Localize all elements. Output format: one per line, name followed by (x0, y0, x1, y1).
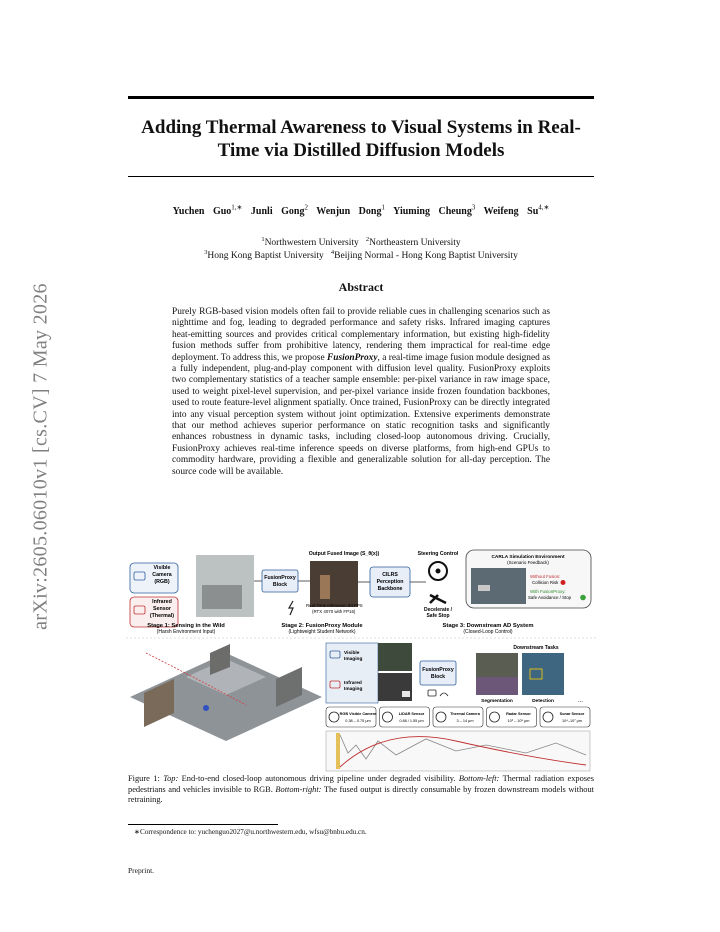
visible-camera-label-3: (RGB) (154, 579, 170, 585)
segmentation-label: Segmentation (481, 699, 513, 704)
author-affiliation-mark: 3 (471, 204, 476, 212)
carla-car (478, 585, 490, 591)
sensor-name: LiDAR Sensor (398, 712, 425, 716)
segmentation-mask (476, 677, 518, 695)
collision-risk-label: Collision Risk (532, 580, 559, 585)
fusionproxy-top-label-2: Block (272, 582, 288, 588)
more-tasks-ellipsis: ... (578, 698, 584, 704)
infrared-imaging-label-2: Imaging (344, 687, 363, 692)
caption-panel-label: Bottom-right: (275, 784, 322, 794)
abstract-part-2: , a real-time image fusion module designed as a fully independent, plug-and-play component with diffusion level quality. FusionProxy exploits two complementary statistics of a teacher sample ensemble: per-pixel variance in raw image space, used to weight pixel-level supervision, and per-pixel variance inside frozen foundation backbones, used to route feature-level alignment spatially. Once trained, FusionProxy can be directly integrated into any visual perception system without joint optimization. Extensive experiments demonstrate that our method achieves superior performance on static recognition tasks and significantly enhances robustness in dynamic tasks, including closed-loop autonomous driving. Crucially, FusionProxy achieves real-time inference speeds on diverse platforms, from high-end GPUs to commodity hardware, providing a flexible and generalizable solution for all-day perception. The source code will be available. (172, 352, 551, 477)
wave-icon-small (440, 693, 448, 696)
carla-title: CARLA Simulation Environment (491, 555, 565, 560)
safe-check-icon (580, 595, 586, 601)
author-name: Weifeng Su (483, 206, 539, 218)
stage-1-title: Stage 1: Sensing in the Wild (147, 623, 225, 629)
abstract-part-1: Purely RGB-based vision models often fail to provide reliable cues in challenging scenarios such as nighttime and fog, leading to degraded performance and safety risks. Infrared imaging captures heat-emitting sources and provides critical complementary information, but existing high-fidelity fusion methods suffer from prohibitive latency, rendering them impractical for real-time edge deployment. To address this, we propose (172, 307, 550, 363)
sensor-range: 10⁴–10⁷ μm (562, 719, 582, 723)
downstream-tasks-title: Downstream Tasks (513, 645, 559, 651)
stage-2-title: Stage 2: FusionProxy Module (281, 623, 363, 629)
sensor-card (380, 707, 430, 727)
affiliations-line-2 (128, 249, 594, 261)
fusionproxy-bottom-label-2: Block (430, 674, 446, 680)
figure-1 (126, 545, 596, 773)
sensor-row (326, 707, 590, 727)
caption-panel-label: Bottom-left: (458, 774, 500, 783)
infrared-imaging-label-1: Infrared (344, 681, 362, 686)
stage-3-title: Stage 3: Downstream AD System (442, 623, 534, 629)
sensor-card (326, 707, 376, 727)
sensor-name: Sonar Sensor (559, 712, 585, 716)
lightning-icon (289, 601, 293, 615)
sensor-range: 0.38 – 0.75 μm (345, 719, 371, 723)
output-fused-image-label: Output Fused Image (S_θ(x)) (308, 551, 380, 557)
author-3 (316, 206, 385, 217)
stage-1-subtitle: (Harsh Environment Input) (156, 629, 216, 635)
carla-subtitle: (Scenario Feedback) (507, 560, 549, 565)
affiliation-mark: 4 (330, 249, 335, 256)
visible-imaging-label-1: Visible (344, 651, 360, 656)
author-1 (173, 206, 243, 217)
caption-panel-label: Top: (163, 774, 179, 783)
fused-highlight (320, 575, 330, 599)
sensor-name: Thermal Camera (450, 712, 480, 716)
author-list (128, 204, 594, 217)
fused-output-image (310, 561, 358, 607)
author-4 (393, 206, 475, 217)
stage-3-subtitle: (Closed-Loop Control) (463, 629, 513, 635)
title-bottom-rule (128, 176, 594, 177)
infrared-sensor-label-2: Sensor (153, 606, 171, 612)
visible-camera-label-2: Camera (152, 572, 172, 578)
building-left (144, 679, 174, 727)
decelerate-label-1: Decelerate / (423, 607, 453, 613)
infrared-hot-spot (402, 691, 410, 697)
decelerate-label-2: Safe Stop (426, 613, 450, 619)
author-affiliation-mark: 4,∗ (538, 204, 550, 212)
sensor-range: 3 – 14 μm (456, 719, 474, 723)
detection-image (522, 653, 564, 695)
author-name: Yuchen Guo (172, 206, 232, 218)
paper-title: Adding Thermal Awareness to Visual Systems in Real-Time via Distilled Diffusion Models (141, 117, 581, 161)
affiliation-name: Beijing Normal - Hong Kong Baptist University (334, 251, 518, 262)
vehicle (203, 705, 209, 711)
street-shadow (202, 585, 242, 609)
abstract-method-name: FusionProxy (326, 352, 378, 363)
caption-text: The fused output is directly consumable by frozen downstream models without retraining. (128, 784, 594, 805)
sensor-card (433, 707, 483, 727)
sensor-card (540, 707, 590, 727)
author-affiliation-mark: 1 (381, 204, 385, 212)
cilrs-label-3: Backbone (377, 586, 403, 592)
fusionproxy-bottom-label-1: FusionProxy (422, 667, 454, 673)
fusionproxy-block-bottom (420, 661, 456, 685)
inference-note-2: (RTX 4070 with FP16) (312, 609, 356, 614)
author-name: Yiuming Cheung (393, 206, 472, 218)
camera-icon-small (428, 690, 436, 696)
caption-label: Figure 1: (128, 774, 160, 783)
affiliation-mark: 3 (204, 249, 208, 256)
collision-risk-icon (561, 580, 566, 585)
author-2 (251, 206, 308, 217)
caption-text: End-to-end closed-loop autonomous driving pipeline under degraded visibility. (178, 774, 459, 783)
decelerate-icon (430, 595, 446, 603)
preprint-label: Preprint. (128, 866, 155, 875)
infrared-sensor-label-3: (Thermal) (149, 613, 175, 619)
sensor-range: 0.88 / 1.55 μm (399, 719, 424, 723)
visible-camera-label-1: Visible (153, 565, 171, 571)
affiliation-name: Hong Kong Baptist University (207, 251, 324, 262)
fusionproxy-block-top (262, 570, 298, 592)
author-name: Junli Gong (250, 206, 305, 218)
title-top-rule (128, 96, 594, 99)
sensor-card (487, 707, 537, 727)
affiliation-mark: 2 (365, 236, 370, 243)
cilrs-label-1: CILRS (382, 572, 398, 578)
abstract-text (172, 307, 550, 478)
with-fusionproxy-label: With FusionProxy: (530, 589, 566, 594)
author-name: Wenjun Dong (316, 206, 382, 218)
steering-control-label: Steering Control (417, 551, 459, 557)
visible-band (336, 733, 340, 769)
visible-image (378, 643, 412, 671)
figure-caption (128, 774, 594, 806)
author-affiliation-mark: 1,∗ (231, 204, 243, 212)
inference-note-1: Real-Time Inference: 84 FPS (306, 603, 363, 608)
correspondence-footnote: ∗Correspondence to: yuchenguo2027@u.northwestern.edu, wfsu@bnbu.edu.cn. (134, 828, 367, 836)
sensor-name: Radar Sensor (506, 712, 531, 716)
author-5 (484, 206, 550, 217)
caption-text: Thermal radiation exposes pedestrians and vehicles invisible to RGB. (128, 774, 595, 794)
steering-hub (436, 569, 441, 574)
stage-2-subtitle: (Lightweight Student Network) (288, 629, 356, 635)
affiliations-line-1 (128, 236, 594, 248)
fusionproxy-top-label-1: FusionProxy (264, 575, 296, 581)
affiliation-mark: 1 (261, 236, 265, 243)
safe-avoidance-label: Safe Avoidance / Stop (528, 595, 572, 600)
author-affiliation-mark: 2 (304, 204, 308, 212)
affiliation-name: Northwestern University (264, 238, 359, 249)
arxiv-stamp: arXiv:2605.06010v1 [cs.CV] 7 May 2026 (29, 283, 52, 630)
sensor-name: RGB Visible Camera (339, 712, 377, 716)
footnote-rule (128, 824, 278, 825)
abstract-heading: Abstract (338, 280, 384, 294)
visible-imaging-label-2: Imaging (344, 657, 363, 662)
without-fusion-label: Without Fusion: (530, 574, 561, 579)
sensor-range: 10³ – 10⁵ μm (507, 719, 530, 723)
infrared-sensor-label-1: Infrared (152, 599, 172, 605)
affiliation-name: Northeastern University (369, 238, 461, 249)
cilrs-label-2: Perception (376, 579, 404, 585)
detection-label: Detection (532, 699, 554, 704)
